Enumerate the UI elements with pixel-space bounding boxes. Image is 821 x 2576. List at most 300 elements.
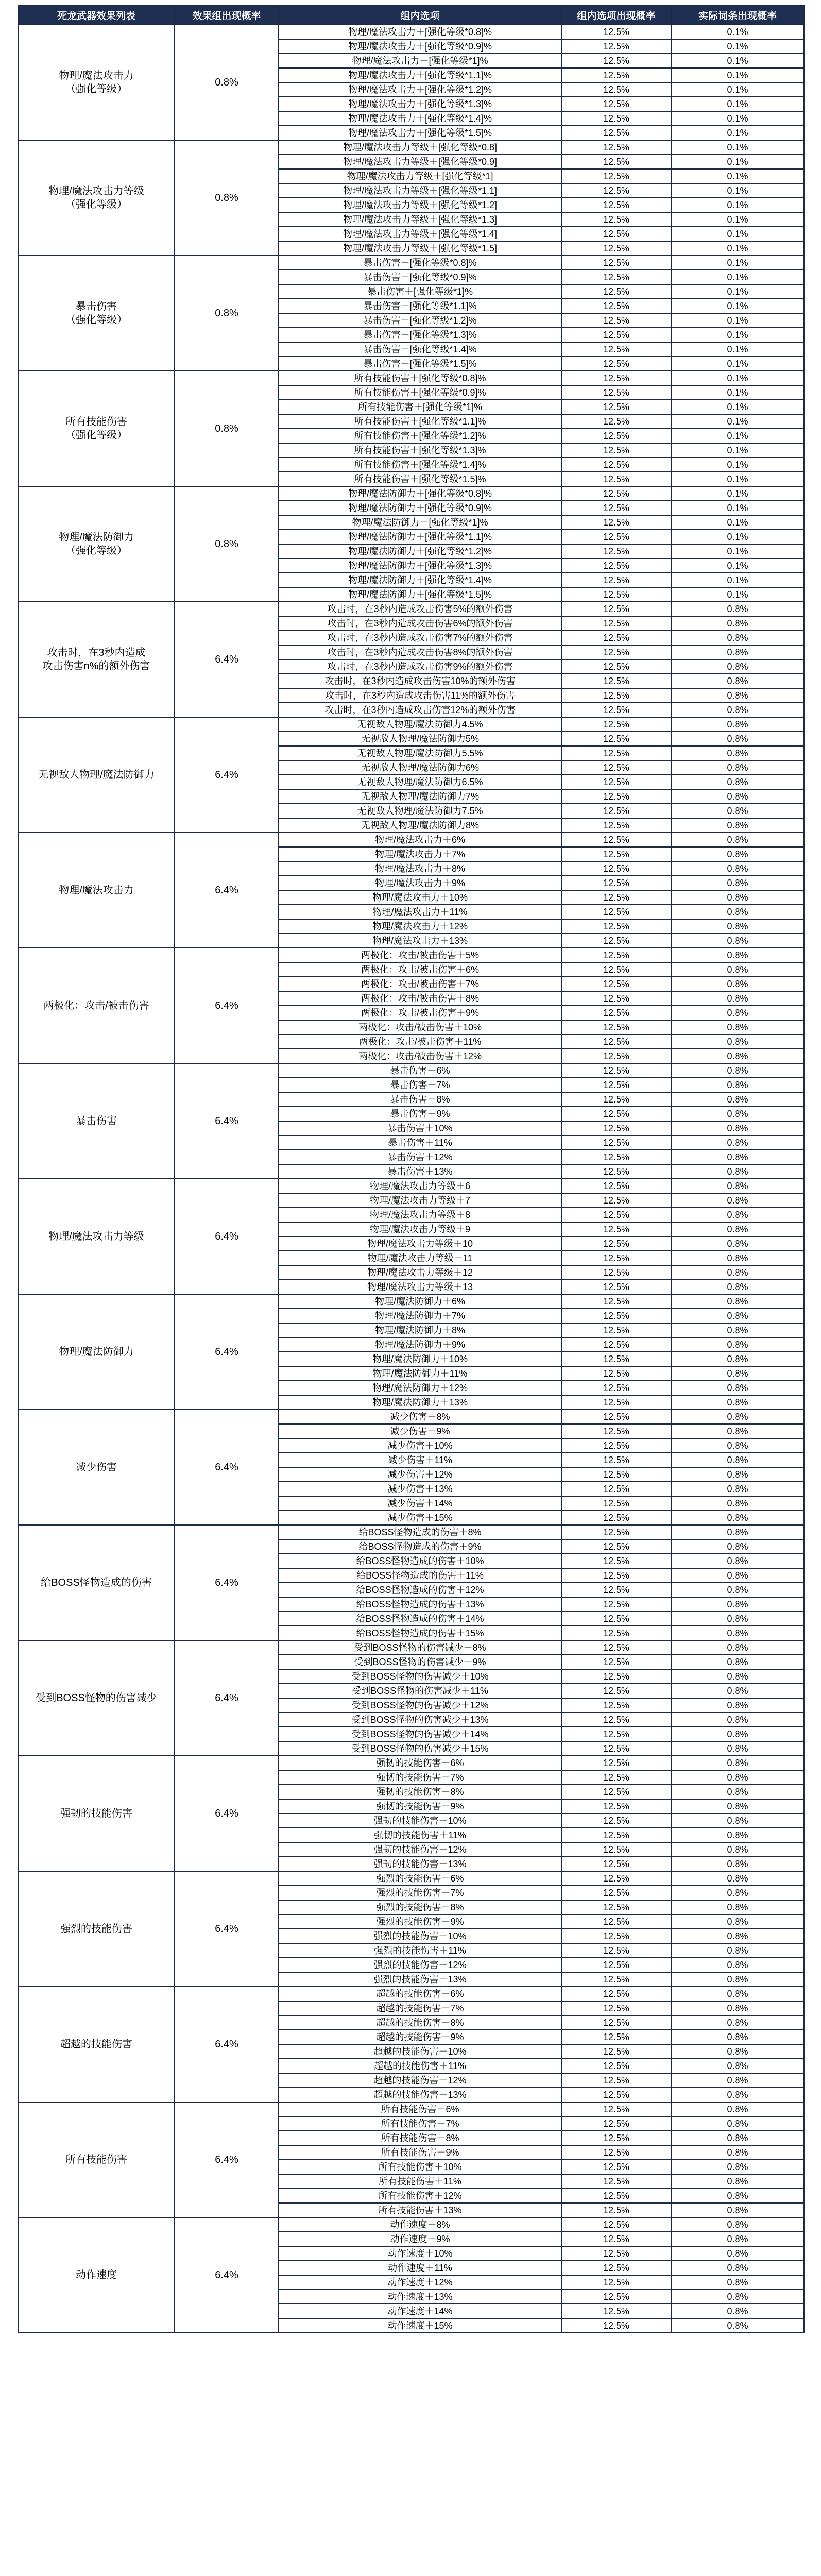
option-label: 超越的技能伤害＋12%	[279, 2073, 561, 2088]
option-probability: 12.5%	[561, 2145, 671, 2160]
option-probability: 12.5%	[561, 1121, 671, 1136]
option-label: 物理/魔法攻击力＋[强化等级*1.5]%	[279, 126, 561, 140]
table-row	[18, 371, 804, 385]
option-label: 无视敌人物理/魔法防御力7%	[279, 789, 561, 804]
actual-probability: 0.8%	[671, 1583, 804, 1597]
option-label: 受到BOSS怪物的伤害减少＋15%	[279, 1741, 561, 1756]
group-probability: 6.4%	[175, 1179, 279, 1294]
option-probability: 12.5%	[561, 357, 671, 371]
option-probability: 12.5%	[561, 934, 671, 948]
option-label: 物理/魔法防御力＋7%	[279, 1309, 561, 1323]
option-label: 物理/魔法攻击力＋[强化等级*1.1]%	[279, 68, 561, 82]
actual-probability: 0.8%	[671, 1857, 804, 1871]
actual-probability: 0.8%	[671, 2261, 804, 2275]
effect-group-name: 物理/魔法防御力	[18, 1294, 175, 1410]
option-probability: 12.5%	[561, 789, 671, 804]
option-probability: 12.5%	[561, 876, 671, 890]
actual-probability: 0.1%	[671, 385, 804, 400]
option-label: 暴击伤害＋9%	[279, 1107, 561, 1121]
actual-probability: 0.8%	[671, 1063, 804, 1078]
option-label: 强韧的技能伤害＋6%	[279, 1756, 561, 1770]
effect-group-name: 所有技能伤害 （强化等级）	[18, 371, 175, 486]
option-label: 两极化：攻击/被击伤害＋10%	[279, 1020, 561, 1035]
option-label: 超越的技能伤害＋8%	[279, 2015, 561, 2030]
option-probability: 12.5%	[561, 1828, 671, 1842]
option-probability: 12.5%	[561, 558, 671, 573]
option-probability: 12.5%	[561, 1799, 671, 1814]
option-label: 所有技能伤害＋[强化等级*1]%	[279, 400, 561, 414]
group-probability: 6.4%	[175, 1987, 279, 2102]
option-label: 强韧的技能伤害＋8%	[279, 1785, 561, 1799]
option-label: 两极化：攻击/被击伤害＋11%	[279, 1035, 561, 1049]
option-label: 强韧的技能伤害＋7%	[279, 1770, 561, 1785]
actual-probability: 0.1%	[671, 486, 804, 501]
group-probability: 6.4%	[175, 1525, 279, 1640]
option-probability: 12.5%	[561, 1251, 671, 1265]
actual-probability: 0.8%	[671, 962, 804, 977]
option-label: 物理/魔法攻击力等级＋[强化等级*0.9]	[279, 155, 561, 169]
table-row	[18, 1640, 804, 1655]
effect-group-name: 动作速度	[18, 2217, 175, 2333]
option-probability: 12.5%	[561, 2088, 671, 2102]
actual-probability: 0.8%	[671, 1164, 804, 1179]
option-label: 给BOSS怪物造成的伤害＋12%	[279, 1583, 561, 1597]
option-probability: 12.5%	[561, 1785, 671, 1799]
table-row	[18, 2217, 804, 2232]
actual-probability: 0.8%	[671, 1309, 804, 1323]
option-probability: 12.5%	[561, 2030, 671, 2044]
actual-probability: 0.8%	[671, 1251, 804, 1265]
actual-probability: 0.8%	[671, 1381, 804, 1395]
effect-group-name: 物理/魔法攻击力 （强化等级）	[18, 25, 175, 140]
option-probability: 12.5%	[561, 645, 671, 659]
option-probability: 12.5%	[561, 602, 671, 616]
actual-probability: 0.8%	[671, 1294, 804, 1309]
option-probability: 12.5%	[561, 1049, 671, 1063]
header-effect-list: 死龙武器效果列表	[18, 6, 175, 25]
actual-probability: 0.8%	[671, 1828, 804, 1842]
option-probability: 12.5%	[561, 1698, 671, 1713]
actual-probability: 0.8%	[671, 890, 804, 905]
option-label: 暴击伤害＋[强化等级*1.1]%	[279, 299, 561, 313]
actual-probability: 0.8%	[671, 1496, 804, 1511]
group-probability: 6.4%	[175, 717, 279, 833]
option-probability: 12.5%	[561, 1539, 671, 1554]
actual-probability: 0.8%	[671, 1078, 804, 1092]
actual-probability: 0.8%	[671, 1539, 804, 1554]
option-probability: 12.5%	[561, 1857, 671, 1871]
actual-probability: 0.8%	[671, 2145, 804, 2160]
option-probability: 12.5%	[561, 241, 671, 256]
actual-probability: 0.8%	[671, 616, 804, 631]
option-label: 物理/魔法防御力＋[强化等级*0.8]%	[279, 486, 561, 501]
actual-probability: 0.1%	[671, 443, 804, 457]
actual-probability: 0.8%	[671, 977, 804, 991]
option-label: 无视敌人物理/魔法防御力5%	[279, 732, 561, 746]
actual-probability: 0.1%	[671, 25, 804, 39]
option-probability: 12.5%	[561, 746, 671, 760]
option-label: 受到BOSS怪物的伤害减少＋10%	[279, 1669, 561, 1684]
option-label: 无视敌人物理/魔法防御力8%	[279, 818, 561, 833]
option-probability: 12.5%	[561, 385, 671, 400]
actual-probability: 0.8%	[671, 1035, 804, 1049]
actual-probability: 0.1%	[671, 241, 804, 256]
option-probability: 12.5%	[561, 1294, 671, 1309]
option-label: 强烈的技能伤害＋13%	[279, 1972, 561, 1987]
option-label: 物理/魔法攻击力等级＋13	[279, 1280, 561, 1294]
actual-probability: 0.8%	[671, 1987, 804, 2001]
option-probability: 12.5%	[561, 2261, 671, 2275]
option-probability: 12.5%	[561, 2290, 671, 2304]
group-probability: 0.8%	[175, 371, 279, 486]
actual-probability: 0.8%	[671, 688, 804, 703]
actual-probability: 0.8%	[671, 645, 804, 659]
actual-probability: 0.8%	[671, 1222, 804, 1236]
actual-probability: 0.8%	[671, 1741, 804, 1756]
option-label: 无视敌人物理/魔法防御力4.5%	[279, 717, 561, 732]
option-probability: 12.5%	[561, 1583, 671, 1597]
table-row	[18, 486, 804, 501]
option-probability: 12.5%	[561, 760, 671, 775]
option-probability: 12.5%	[561, 2116, 671, 2131]
group-probability: 6.4%	[175, 1294, 279, 1410]
actual-probability: 0.8%	[671, 847, 804, 861]
option-label: 减少伤害＋8%	[279, 1410, 561, 1424]
option-label: 物理/魔法防御力＋11%	[279, 1366, 561, 1381]
actual-probability: 0.8%	[671, 1179, 804, 1193]
option-probability: 12.5%	[561, 587, 671, 602]
actual-probability: 0.8%	[671, 1886, 804, 1900]
actual-probability: 0.1%	[671, 558, 804, 573]
option-probability: 12.5%	[561, 2203, 671, 2217]
option-label: 两极化：攻击/被击伤害＋9%	[279, 1006, 561, 1020]
option-label: 超越的技能伤害＋10%	[279, 2044, 561, 2059]
option-probability: 12.5%	[561, 126, 671, 140]
option-probability: 12.5%	[561, 732, 671, 746]
option-probability: 12.5%	[561, 227, 671, 241]
actual-probability: 0.8%	[671, 1438, 804, 1453]
option-probability: 12.5%	[561, 140, 671, 155]
option-label: 物理/魔法攻击力等级＋[强化等级*0.8]	[279, 140, 561, 155]
option-probability: 12.5%	[561, 2217, 671, 2232]
option-probability: 12.5%	[561, 1410, 671, 1424]
effect-group-name: 物理/魔法攻击力	[18, 833, 175, 948]
option-probability: 12.5%	[561, 486, 671, 501]
actual-probability: 0.8%	[671, 991, 804, 1006]
group-probability: 6.4%	[175, 1410, 279, 1525]
option-label: 暴击伤害＋7%	[279, 1078, 561, 1092]
actual-probability: 0.8%	[671, 1265, 804, 1280]
actual-probability: 0.8%	[671, 1395, 804, 1410]
option-probability: 12.5%	[561, 1496, 671, 1511]
option-probability: 12.5%	[561, 1814, 671, 1828]
option-probability: 12.5%	[561, 948, 671, 962]
option-label: 强韧的技能伤害＋11%	[279, 1828, 561, 1842]
header-group-probability: 效果组出现概率	[175, 6, 279, 25]
option-label: 给BOSS怪物造成的伤害＋13%	[279, 1597, 561, 1612]
option-label: 无视敌人物理/魔法防御力6.5%	[279, 775, 561, 789]
group-probability: 6.4%	[175, 1640, 279, 1756]
effect-group-name: 物理/魔法攻击力等级	[18, 1179, 175, 1294]
option-label: 物理/魔法攻击力等级＋10	[279, 1236, 561, 1251]
probability-table	[18, 5, 805, 2333]
option-probability: 12.5%	[561, 919, 671, 934]
option-probability: 12.5%	[561, 1309, 671, 1323]
option-label: 物理/魔法攻击力等级＋[强化等级*1.2]	[279, 198, 561, 212]
option-label: 物理/魔法攻击力等级＋12	[279, 1265, 561, 1280]
option-probability: 12.5%	[561, 183, 671, 198]
option-label: 物理/魔法攻击力＋[强化等级*0.9]%	[279, 39, 561, 54]
option-probability: 12.5%	[561, 1770, 671, 1785]
option-label: 强韧的技能伤害＋12%	[279, 1842, 561, 1857]
option-probability: 12.5%	[561, 1366, 671, 1381]
option-label: 强烈的技能伤害＋7%	[279, 1886, 561, 1900]
option-probability: 12.5%	[561, 299, 671, 313]
table-body	[18, 25, 804, 2333]
option-label: 攻击时，在3秒内造成攻击伤害6%的额外伤害	[279, 616, 561, 631]
actual-probability: 0.8%	[671, 1323, 804, 1337]
option-label: 暴击伤害＋[强化等级*1.5]%	[279, 357, 561, 371]
option-label: 减少伤害＋13%	[279, 1482, 561, 1496]
option-label: 受到BOSS怪物的伤害减少＋12%	[279, 1698, 561, 1713]
actual-probability: 0.1%	[671, 270, 804, 284]
option-probability: 12.5%	[561, 111, 671, 126]
actual-probability: 0.8%	[671, 2189, 804, 2203]
option-probability: 12.5%	[561, 328, 671, 342]
option-label: 动作速度＋9%	[279, 2232, 561, 2246]
actual-probability: 0.1%	[671, 212, 804, 227]
option-label: 所有技能伤害＋11%	[279, 2174, 561, 2189]
option-label: 动作速度＋8%	[279, 2217, 561, 2232]
actual-probability: 0.1%	[671, 39, 804, 54]
actual-probability: 0.1%	[671, 313, 804, 328]
option-label: 所有技能伤害＋[强化等级*0.9]%	[279, 385, 561, 400]
option-probability: 12.5%	[561, 905, 671, 919]
actual-probability: 0.1%	[671, 573, 804, 587]
option-probability: 12.5%	[561, 1150, 671, 1164]
effect-group-name: 暴击伤害 （强化等级）	[18, 256, 175, 371]
actual-probability: 0.8%	[671, 2290, 804, 2304]
option-label: 物理/魔法防御力＋6%	[279, 1294, 561, 1309]
actual-probability: 0.8%	[671, 1467, 804, 1482]
option-probability: 12.5%	[561, 1511, 671, 1525]
table-row	[18, 140, 804, 155]
effect-group-name: 物理/魔法攻击力等级 （强化等级）	[18, 140, 175, 256]
actual-probability: 0.1%	[671, 328, 804, 342]
actual-probability: 0.8%	[671, 2275, 804, 2290]
option-label: 动作速度＋15%	[279, 2318, 561, 2333]
option-label: 物理/魔法攻击力＋13%	[279, 934, 561, 948]
option-label: 物理/魔法防御力＋[强化等级*1.5]%	[279, 587, 561, 602]
actual-probability: 0.8%	[671, 1554, 804, 1568]
option-probability: 12.5%	[561, 890, 671, 905]
option-probability: 12.5%	[561, 1943, 671, 1958]
actual-probability: 0.8%	[671, 2160, 804, 2174]
actual-probability: 0.8%	[671, 732, 804, 746]
option-probability: 12.5%	[561, 371, 671, 385]
effect-group-name: 物理/魔法防御力 （强化等级）	[18, 486, 175, 602]
option-label: 所有技能伤害＋[强化等级*1.4]%	[279, 457, 561, 472]
effect-group-name: 强烈的技能伤害	[18, 1871, 175, 1987]
actual-probability: 0.8%	[671, 2246, 804, 2261]
option-label: 物理/魔法攻击力＋8%	[279, 861, 561, 876]
option-label: 所有技能伤害＋8%	[279, 2131, 561, 2145]
effect-group-name: 无视敌人物理/魔法防御力	[18, 717, 175, 833]
option-probability: 12.5%	[561, 457, 671, 472]
actual-probability: 0.8%	[671, 2030, 804, 2044]
actual-probability: 0.8%	[671, 1972, 804, 1987]
option-label: 暴击伤害＋[强化等级*1.2]%	[279, 313, 561, 328]
header-actual-probability: 实际词条出现概率	[671, 6, 804, 25]
option-probability: 12.5%	[561, 313, 671, 328]
actual-probability: 0.8%	[671, 2131, 804, 2145]
option-label: 物理/魔法防御力＋[强化等级*1]%	[279, 515, 561, 530]
option-probability: 12.5%	[561, 256, 671, 270]
option-probability: 12.5%	[561, 1669, 671, 1684]
option-label: 受到BOSS怪物的伤害减少＋11%	[279, 1684, 561, 1698]
option-probability: 12.5%	[561, 25, 671, 39]
option-label: 所有技能伤害＋7%	[279, 2116, 561, 2131]
option-label: 给BOSS怪物造成的伤害＋15%	[279, 1626, 561, 1640]
group-probability: 6.4%	[175, 833, 279, 948]
option-label: 所有技能伤害＋13%	[279, 2203, 561, 2217]
actual-probability: 0.8%	[671, 818, 804, 833]
option-probability: 12.5%	[561, 443, 671, 457]
option-probability: 12.5%	[561, 212, 671, 227]
option-label: 物理/魔法攻击力等级＋[强化等级*1.4]	[279, 227, 561, 241]
actual-probability: 0.8%	[671, 934, 804, 948]
option-probability: 12.5%	[561, 1280, 671, 1294]
actual-probability: 0.8%	[671, 2073, 804, 2088]
actual-probability: 0.8%	[671, 1337, 804, 1352]
option-label: 暴击伤害＋[强化等级*0.8]%	[279, 256, 561, 270]
actual-probability: 0.8%	[671, 1713, 804, 1727]
actual-probability: 0.1%	[671, 68, 804, 82]
actual-probability: 0.1%	[671, 140, 804, 155]
actual-probability: 0.8%	[671, 717, 804, 732]
option-label: 物理/魔法防御力＋[强化等级*1.1]%	[279, 530, 561, 544]
option-label: 攻击时，在3秒内造成攻击伤害5%的额外伤害	[279, 602, 561, 616]
group-probability: 6.4%	[175, 1063, 279, 1179]
option-label: 物理/魔法防御力＋[强化等级*1.2]%	[279, 544, 561, 558]
option-probability: 12.5%	[561, 2015, 671, 2030]
option-probability: 12.5%	[561, 1713, 671, 1727]
option-label: 所有技能伤害＋12%	[279, 2189, 561, 2203]
option-probability: 12.5%	[561, 2131, 671, 2145]
option-label: 物理/魔法防御力＋12%	[279, 1381, 561, 1395]
actual-probability: 0.1%	[671, 155, 804, 169]
actual-probability: 0.8%	[671, 2001, 804, 2015]
actual-probability: 0.8%	[671, 789, 804, 804]
option-label: 物理/魔法攻击力等级＋8	[279, 1208, 561, 1222]
option-label: 减少伤害＋12%	[279, 1467, 561, 1482]
header-option-probability: 组内选项出现概率	[561, 6, 671, 25]
option-probability: 12.5%	[561, 1395, 671, 1410]
option-probability: 12.5%	[561, 1914, 671, 1929]
option-probability: 12.5%	[561, 1092, 671, 1107]
option-probability: 12.5%	[561, 1078, 671, 1092]
actual-probability: 0.8%	[671, 1669, 804, 1684]
option-label: 受到BOSS怪物的伤害减少＋9%	[279, 1655, 561, 1669]
option-probability: 12.5%	[561, 674, 671, 688]
option-probability: 12.5%	[561, 1626, 671, 1640]
option-label: 物理/魔法攻击力＋9%	[279, 876, 561, 890]
option-probability: 12.5%	[561, 1020, 671, 1035]
table-row	[18, 1525, 804, 1539]
actual-probability: 0.1%	[671, 501, 804, 515]
option-label: 动作速度＋10%	[279, 2246, 561, 2261]
actual-probability: 0.8%	[671, 1006, 804, 1020]
option-probability: 12.5%	[561, 1164, 671, 1179]
actual-probability: 0.1%	[671, 284, 804, 299]
option-label: 攻击时，在3秒内造成攻击伤害7%的额外伤害	[279, 631, 561, 645]
option-label: 给BOSS怪物造成的伤害＋8%	[279, 1525, 561, 1539]
actual-probability: 0.8%	[671, 2232, 804, 2246]
actual-probability: 0.8%	[671, 703, 804, 717]
option-probability: 12.5%	[561, 1006, 671, 1020]
actual-probability: 0.8%	[671, 1424, 804, 1438]
option-probability: 12.5%	[561, 1597, 671, 1612]
actual-probability: 0.8%	[671, 1366, 804, 1381]
option-label: 受到BOSS怪物的伤害减少＋8%	[279, 1640, 561, 1655]
option-probability: 12.5%	[561, 977, 671, 991]
actual-probability: 0.8%	[671, 1280, 804, 1294]
actual-probability: 0.8%	[671, 1568, 804, 1583]
option-probability: 12.5%	[561, 1741, 671, 1756]
actual-probability: 0.8%	[671, 2318, 804, 2333]
option-label: 攻击时，在3秒内造成攻击伤害10%的额外伤害	[279, 674, 561, 688]
option-probability: 12.5%	[561, 1900, 671, 1914]
effect-group-name: 给BOSS怪物造成的伤害	[18, 1525, 175, 1640]
option-probability: 12.5%	[561, 1684, 671, 1698]
actual-probability: 0.8%	[671, 1871, 804, 1886]
actual-probability: 0.1%	[671, 457, 804, 472]
actual-probability: 0.8%	[671, 2015, 804, 2030]
option-probability: 12.5%	[561, 429, 671, 443]
option-label: 物理/魔法攻击力＋[强化等级*1.3]%	[279, 97, 561, 111]
option-label: 所有技能伤害＋[强化等级*1.3]%	[279, 443, 561, 457]
option-probability: 12.5%	[561, 688, 671, 703]
option-label: 物理/魔法攻击力＋12%	[279, 919, 561, 934]
option-probability: 12.5%	[561, 1929, 671, 1943]
option-label: 物理/魔法防御力＋9%	[279, 1337, 561, 1352]
actual-probability: 0.8%	[671, 631, 804, 645]
option-label: 动作速度＋12%	[279, 2275, 561, 2290]
option-label: 两极化：攻击/被击伤害＋7%	[279, 977, 561, 991]
option-probability: 12.5%	[561, 68, 671, 82]
option-label: 物理/魔法攻击力等级＋7	[279, 1193, 561, 1208]
option-probability: 12.5%	[561, 1352, 671, 1366]
option-label: 无视敌人物理/魔法防御力7.5%	[279, 804, 561, 818]
option-probability: 12.5%	[561, 400, 671, 414]
option-probability: 12.5%	[561, 544, 671, 558]
option-label: 攻击时，在3秒内造成攻击伤害12%的额外伤害	[279, 703, 561, 717]
actual-probability: 0.8%	[671, 760, 804, 775]
actual-probability: 0.1%	[671, 183, 804, 198]
option-probability: 12.5%	[561, 198, 671, 212]
actual-probability: 0.8%	[671, 1943, 804, 1958]
actual-probability: 0.1%	[671, 126, 804, 140]
actual-probability: 0.1%	[671, 227, 804, 241]
option-probability: 12.5%	[561, 2318, 671, 2333]
option-probability: 12.5%	[561, 1136, 671, 1150]
actual-probability: 0.8%	[671, 1410, 804, 1424]
option-label: 物理/魔法攻击力等级＋6	[279, 1179, 561, 1193]
header-option: 组内选项	[279, 6, 561, 25]
option-probability: 12.5%	[561, 659, 671, 674]
table-row	[18, 1179, 804, 1193]
actual-probability: 0.1%	[671, 544, 804, 558]
